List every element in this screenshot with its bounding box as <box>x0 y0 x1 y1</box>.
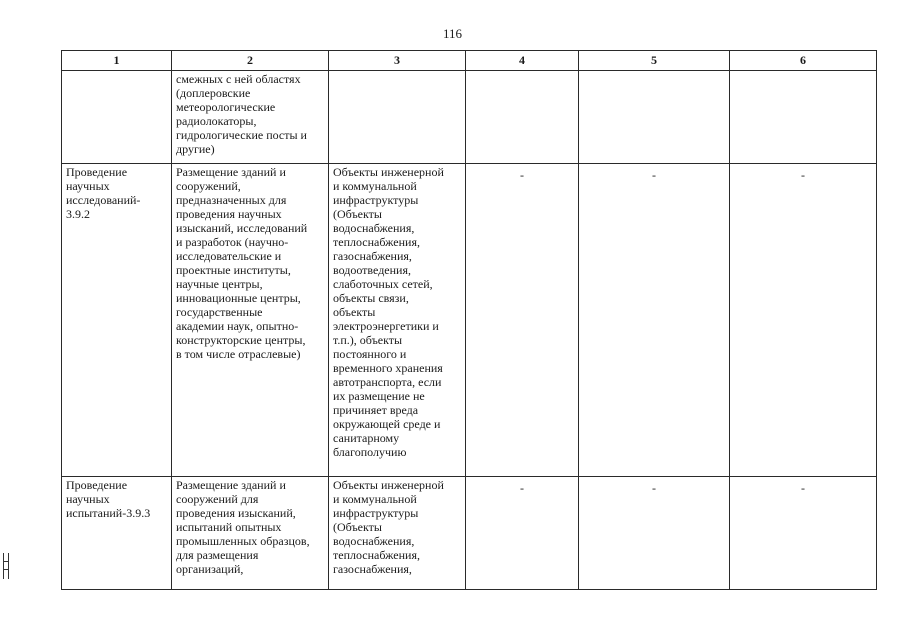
row-2-auxiliary-uses: Объекты инженерной и коммунальной инфраструктуры (Объекты водоснабжения, теплоснабжения, газоснабжения, водоотведения, слаботочных сетей, объекты связи, объекты электроэнергетики и т.п.), объекты постоянного и временного хранения автотранспорта, если их размещение не причиняет вреда окружающей среде и санитарному благополучию <box>329 164 466 477</box>
row-1-use-name <box>62 71 172 164</box>
table-row <box>62 71 877 164</box>
row-1-col5 <box>579 71 730 164</box>
row-1-col4 <box>466 71 579 164</box>
column-header-2: 2 <box>172 51 329 71</box>
table-row <box>62 164 877 477</box>
table-header-row <box>62 51 877 71</box>
row-3-col4: - <box>466 477 579 590</box>
column-header-5: 5 <box>579 51 730 71</box>
column-header-4: 4 <box>466 51 579 71</box>
row-3-col5: - <box>579 477 730 590</box>
row-2-col4: - <box>466 164 579 477</box>
row-3-description: Размещение зданий и сооружений для проведения изысканий, испытаний опытных промышленных образцов, для размещения организаций, <box>172 477 329 590</box>
row-3-auxiliary-uses: Объекты инженерной и коммунальной инфраструктуры (Объекты водоснабжения, теплоснабжения, газоснабжения, <box>329 477 466 590</box>
column-header-1: 1 <box>62 51 172 71</box>
row-1-col6 <box>730 71 877 164</box>
row-2-description: Размещение зданий и сооружений, предназначенных для проведения научных изысканий, исследований и разработок (научно- исследовательские и проектные институты, научные центры, инновационные центры, государственные академии наук, опытно- конструкторские центры, в том числе отраслевые) <box>172 164 329 477</box>
row-2-use-name: Проведение научных исследований- 3.9.2 <box>62 164 172 477</box>
row-2-col5: - <box>579 164 730 477</box>
binding-margin-mark <box>3 553 9 579</box>
row-2-col6: - <box>730 164 877 477</box>
column-header-6: 6 <box>730 51 877 71</box>
column-header-3: 3 <box>329 51 466 71</box>
row-1-description: смежных с ней областях (доплеровские метеорологические радиолокаторы, гидрологические посты и другие) <box>172 71 329 164</box>
table-row <box>62 477 877 590</box>
row-1-auxiliary-uses <box>329 71 466 164</box>
row-3-col6: - <box>730 477 877 590</box>
row-3-use-name: Проведение научных испытаний-3.9.3 <box>62 477 172 590</box>
permitted-use-table <box>61 50 877 590</box>
page-number: 116 <box>442 26 463 41</box>
